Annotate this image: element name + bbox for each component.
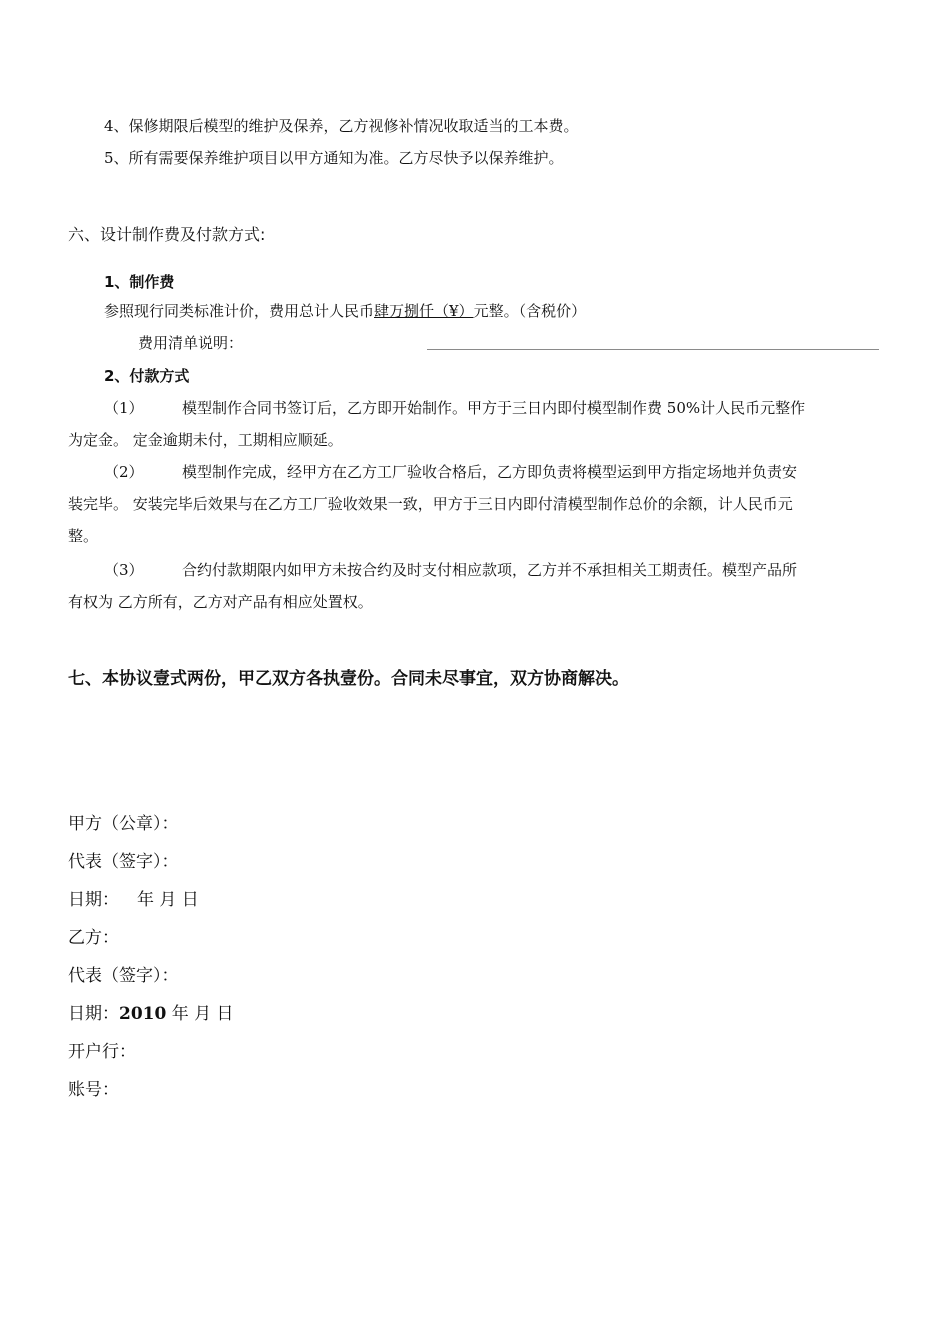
fee-list-label: 费用清单说明： [138, 334, 244, 352]
party-b: 乙方： [68, 928, 119, 948]
fee-amount: 肆万捌仟（¥） [374, 302, 474, 320]
payment-item-1-line-1 [104, 398, 805, 418]
payment-item-1-line-2: 为定金。 定金逾期未付，工期相应顺延。 [68, 431, 343, 449]
section-7-title: 七、本协议壹式两份，甲乙双方各执壹份。合同未尽事宜，双方协商解决。 [68, 669, 629, 689]
fee-line-prefix: 参照现行同类标准计价，费用总计人民币 [104, 302, 375, 320]
payment-item-3-number: （3） [104, 561, 144, 579]
fee-list-underline [427, 349, 879, 350]
maintenance-item-4: 4、保修期限后模型的维护及保养，乙方视修补情况收取适当的工本费。 [104, 117, 579, 135]
payment-item-3-line-2: 有权为 乙方所有，乙方对产品有相应处置权。 [68, 593, 373, 611]
fee-line-suffix: 元整。（含税价） [473, 302, 587, 320]
party-a-date-label: 日期： [68, 890, 119, 910]
party-b-date-label: 日期： [68, 1004, 119, 1024]
payment-item-1-number: （1） [104, 399, 144, 417]
fee-line [104, 301, 586, 321]
section-6-title: 六、设计制作费及付款方式: [68, 225, 266, 244]
account-label: 账号： [68, 1080, 119, 1100]
party-a-date-value: 年 月 日 [137, 890, 199, 910]
payment-item-2-line-2: 装完毕。 安装完毕后效果与在乙方工厂验收效果一致，甲方于三日内即付清模型制作总价的余额，计人民币元 [68, 495, 793, 513]
party-a-date [68, 889, 199, 911]
payment-item-2-line-3: 整。 [68, 527, 99, 545]
maintenance-item-5: 5、所有需要保养维护项目以甲方通知为准。乙方尽快予以保养维护。 [104, 149, 564, 167]
fee-heading: 1、制作费 [104, 273, 175, 291]
payment-heading: 2、付款方式 [104, 367, 190, 385]
payment-item-3-text-1: 合约付款期限内如甲方未按合约及时支付相应款项，乙方并不承担相关工期责任。模型产品所 [182, 561, 798, 579]
payment-item-2-line-1 [104, 462, 797, 482]
party-b-representative: 代表（签字）： [68, 966, 179, 986]
bank-label: 开户行： [68, 1042, 136, 1062]
payment-item-2-number: （2） [104, 463, 144, 481]
payment-item-2-text-1: 模型制作完成，经甲方在乙方工厂验收合格后，乙方即负责将模型运到甲方指定场地并负责安 [182, 463, 798, 481]
party-a-representative: 代表（签字）： [68, 852, 179, 872]
payment-item-1-text-1: 模型制作合同书签订后，乙方即开始制作。甲方于三日内即付模型制作费 50%计人民币元整作 [182, 399, 806, 417]
party-b-date-year: 2010 [119, 1004, 167, 1024]
party-b-date [68, 1003, 234, 1025]
payment-item-3-line-1 [104, 560, 797, 580]
party-b-date-rest: 年 月 日 [171, 1004, 234, 1024]
party-a-seal: 甲方（公章）： [68, 814, 179, 834]
